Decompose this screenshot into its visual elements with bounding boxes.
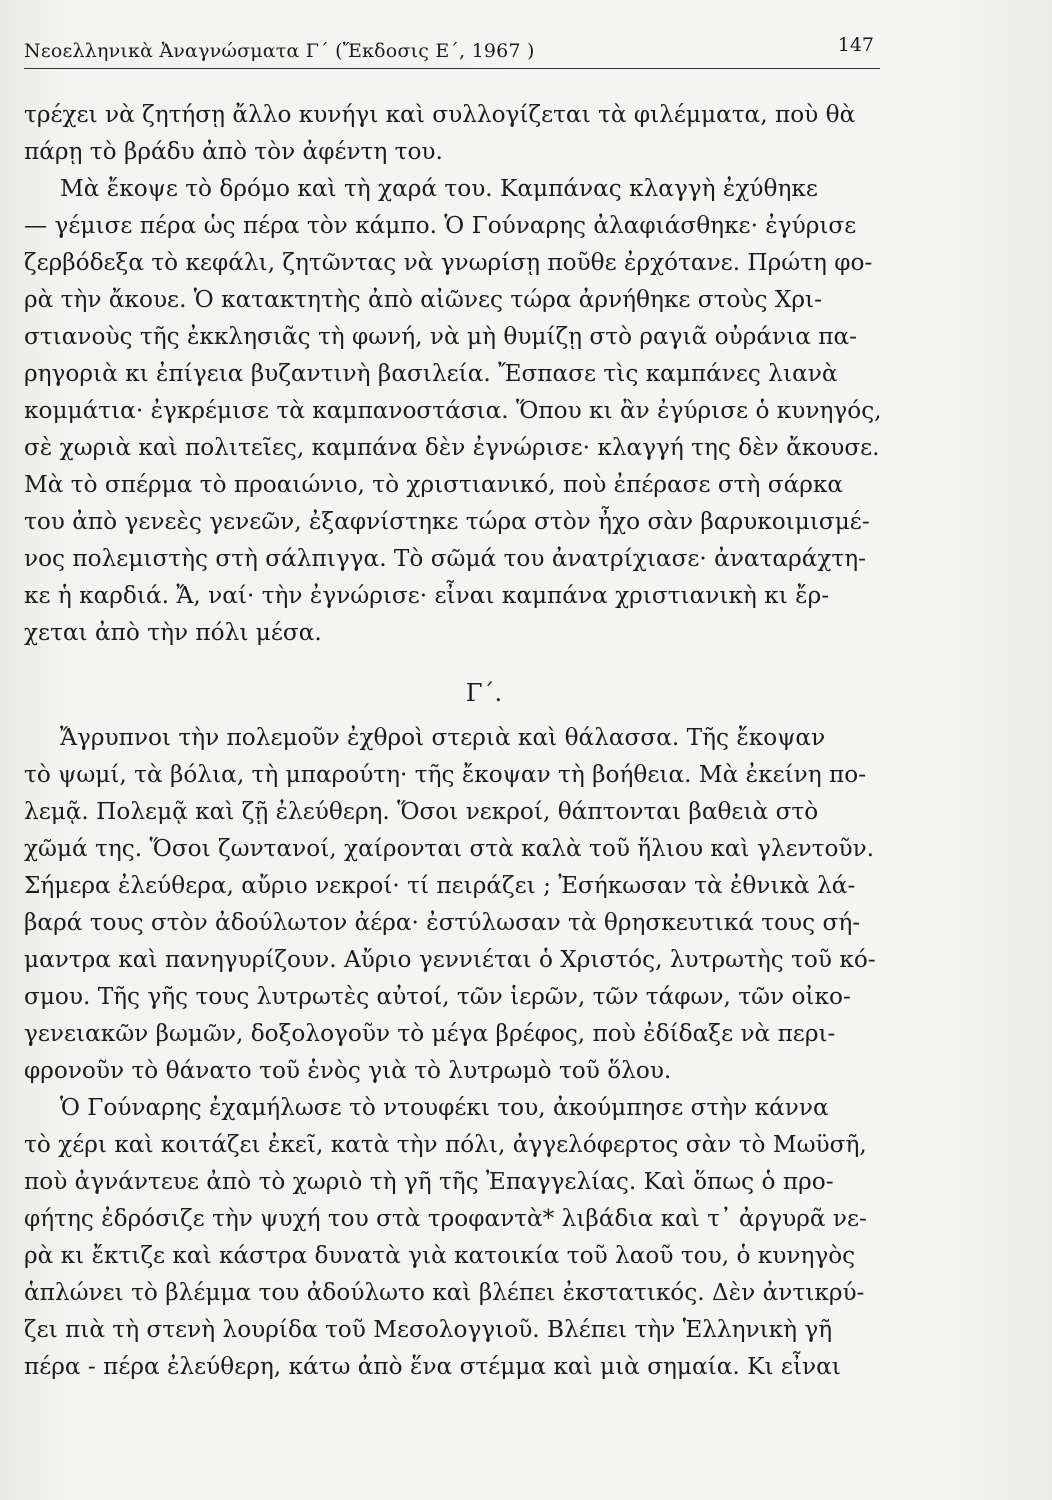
- text-line: ζερβόδεξα τὸ κεφάλι, ζητῶντας νὰ γνωρίσῃ ποῦθε ἐρχότανε. Πρώτη φο-: [24, 249, 873, 276]
- text-line: νος πολεμιστὴς στὴ σάλπιγγα. Τὸ σῶμά του ἀνατρίχιασε· ἀναταράχτη-: [24, 545, 866, 572]
- text-line: ρηγοριὰ κι ἐπίγεια βυζαντινὴ βασιλεία. Ἔσπασε τὶς καμπάνες λιανὰ: [24, 360, 838, 387]
- text-line: — γέμισε πέρα ὡς πέρα τὸν κάμπο. Ὁ Γούναρης ἀλαφιάσθηκε· ἐγύρισε: [24, 212, 857, 239]
- paragraph-first-line: Ὁ Γούναρης ἐχαμήλωσε τὸ ντουφέκι του, ἀκούμπησε στὴν κάννα: [60, 1094, 829, 1121]
- text-line: τὸ χέρι καὶ κοιτάζει ἐκεῖ, κατὰ τὴν πόλι, ἀγγελόφερτος σὰν τὸ Μωϋσῆ,: [24, 1131, 867, 1158]
- text-line: του ἀπὸ γενεὲς γενεῶν, ἐξαφνίστηκε τώρα στὸν ἦχο σὰν βαρυκοιμισμέ-: [24, 508, 870, 535]
- text-line: φήτης ἐδρόσιζε τὴν ψυχή του στὰ τροφαντὰ* λιβάδια καὶ τ᾿ ἀργυρᾶ νε-: [24, 1205, 867, 1232]
- text-line: γενειακῶν βωμῶν, δοξολογοῦν τὸ μέγα βρέφος, ποὺ ἐδίδαξε νὰ περι-: [24, 1020, 836, 1047]
- text-line: ρὰ κι ἔκτιζε καὶ κάστρα δυνατὰ γιὰ κατοικία τοῦ λαοῦ του, ὁ κυνηγὸς: [24, 1242, 856, 1269]
- page-number: 147: [837, 34, 874, 56]
- paragraph-first-line: Μὰ ἔκοψε τὸ δρόμο καὶ τὴ χαρά του. Καμπάνας κλαγγὴ ἐχύθηκε: [60, 175, 818, 202]
- text-line: χεται ἀπὸ τὴν πόλι μέσα.: [24, 619, 322, 646]
- text-line: ποὺ ἀγνάντευε ἀπὸ τὸ χωριὸ τὴ γῆ τῆς Ἐπαγγελίας. Καὶ ὅπως ὁ προ-: [24, 1168, 834, 1195]
- text-line: στιανοὺς τῆς ἐκκλησιᾶς τὴ φωνή, νὰ μὴ θυμίζῃ στὸ ραγιᾶ οὐράνια πα-: [24, 323, 857, 350]
- text-line: χῶμά της. Ὅσοι ζωντανοί, χαίρονται στὰ καλὰ τοῦ ἥλιου καὶ γλεντοῦν.: [24, 835, 875, 862]
- text-line: κε ἡ καρδιά. Ἄ, ναί· τὴν ἐγνώρισε· εἶναι καμπάνα χριστιανικὴ κι ἔρ-: [24, 582, 830, 609]
- text-line: ρὰ τὴν ἄκουε. Ὁ κατακτητὴς ἀπὸ αἰῶνες τώρα ἀρνήθηκε στοὺς Χρι-: [24, 286, 822, 313]
- body-text: [24, 96, 904, 1385]
- running-head: Νεοελληνικὰ Ἀναγνώσματα Γ΄ (Ἔκδοσις Ε΄, 1967 ): [24, 40, 535, 62]
- text-line: ἁπλώνει τὸ βλέμμα του ἀδούλωτο καὶ βλέπει ἐκστατικός. Δὲν ἀντικρύ-: [24, 1279, 865, 1306]
- section-spacer: [24, 651, 904, 673]
- text-line: τρέχει νὰ ζητήσῃ ἄλλο κυνήγι καὶ συλλογίζεται τὰ φιλέμματα, ποὺ θὰ: [24, 101, 856, 128]
- text-line: Σήμερα ἐλεύθερα, αὔριο νεκροί· τί πειράζει ; Ἐσήκωσαν τὰ ἐθνικὰ λά-: [24, 872, 856, 899]
- text-line: φρονοῦν τὸ θάνατο τοῦ ἑνὸς γιὰ τὸ λυτρωμὸ τοῦ ὅλου.: [24, 1057, 672, 1084]
- text-line: μαντρα καὶ πανηγυρίζουν. Αὔριο γεννιέται ὁ Χριστός, λυτρωτὴς τοῦ κό-: [24, 946, 876, 973]
- text-line: τὸ ψωμί, τὰ βόλια, τὴ μπαρούτη· τῆς ἔκοψαν τὴ βοήθεια. Μὰ ἐκείνη πο-: [24, 761, 867, 788]
- text-line: λεμᾷ. Πολεμᾷ καὶ ζῇ ἐλεύθερη. Ὅσοι νεκροί, θάπτονται βαθειὰ στὸ: [24, 798, 819, 825]
- text-line: Μὰ τὸ σπέρμα τὸ προαιώνιο, τὸ χριστιανικό, ποὺ ἐπέρασε στὴ σάρκα: [24, 471, 844, 498]
- text-line: βαρά τους στὸν ἀδούλωτον ἀέρα· ἐστύλωσαν τὰ θρησκευτικά τους σή-: [24, 909, 861, 936]
- text-line: πάρῃ τὸ βράδυ ἀπὸ τὸν ἀφέντη του.: [24, 138, 443, 165]
- section-heading: Γ΄.: [465, 679, 503, 707]
- text-line: ζει πιὰ τὴ στενὴ λουρίδα τοῦ Μεσολογγιοῦ. Βλέπει τὴν Ἑλληνικὴ γῆ: [24, 1316, 833, 1343]
- paragraph-first-line: Ἄγρυπνοι τὴν πολεμοῦν ἐχθροὶ στεριὰ καὶ θάλασσα. Τῆς ἔκοψαν: [60, 724, 826, 751]
- text-line: σὲ χωριὰ καὶ πολιτεῖες, καμπάνα δὲν ἐγνώρισε· κλαγγή της δὲν ἄκουσε.: [24, 434, 880, 461]
- text-line: κομμάτια· ἐγκρέμισε τὰ καμπανοστάσια. Ὅπου κι ἂν ἐγύρισε ὁ κυνηγός,: [24, 397, 882, 424]
- text-line: πέρα - πέρα ἐλεύθερη, κάτω ἀπὸ ἕνα στέμμα καὶ μιὰ σημαία. Κι εἶναι: [24, 1353, 841, 1380]
- header-rule: [24, 68, 880, 69]
- text-line: σμου. Τῆς γῆς τους λυτρωτὲς αὐτοί, τῶν ἱερῶν, τῶν τάφων, τῶν οἰκο-: [24, 983, 851, 1010]
